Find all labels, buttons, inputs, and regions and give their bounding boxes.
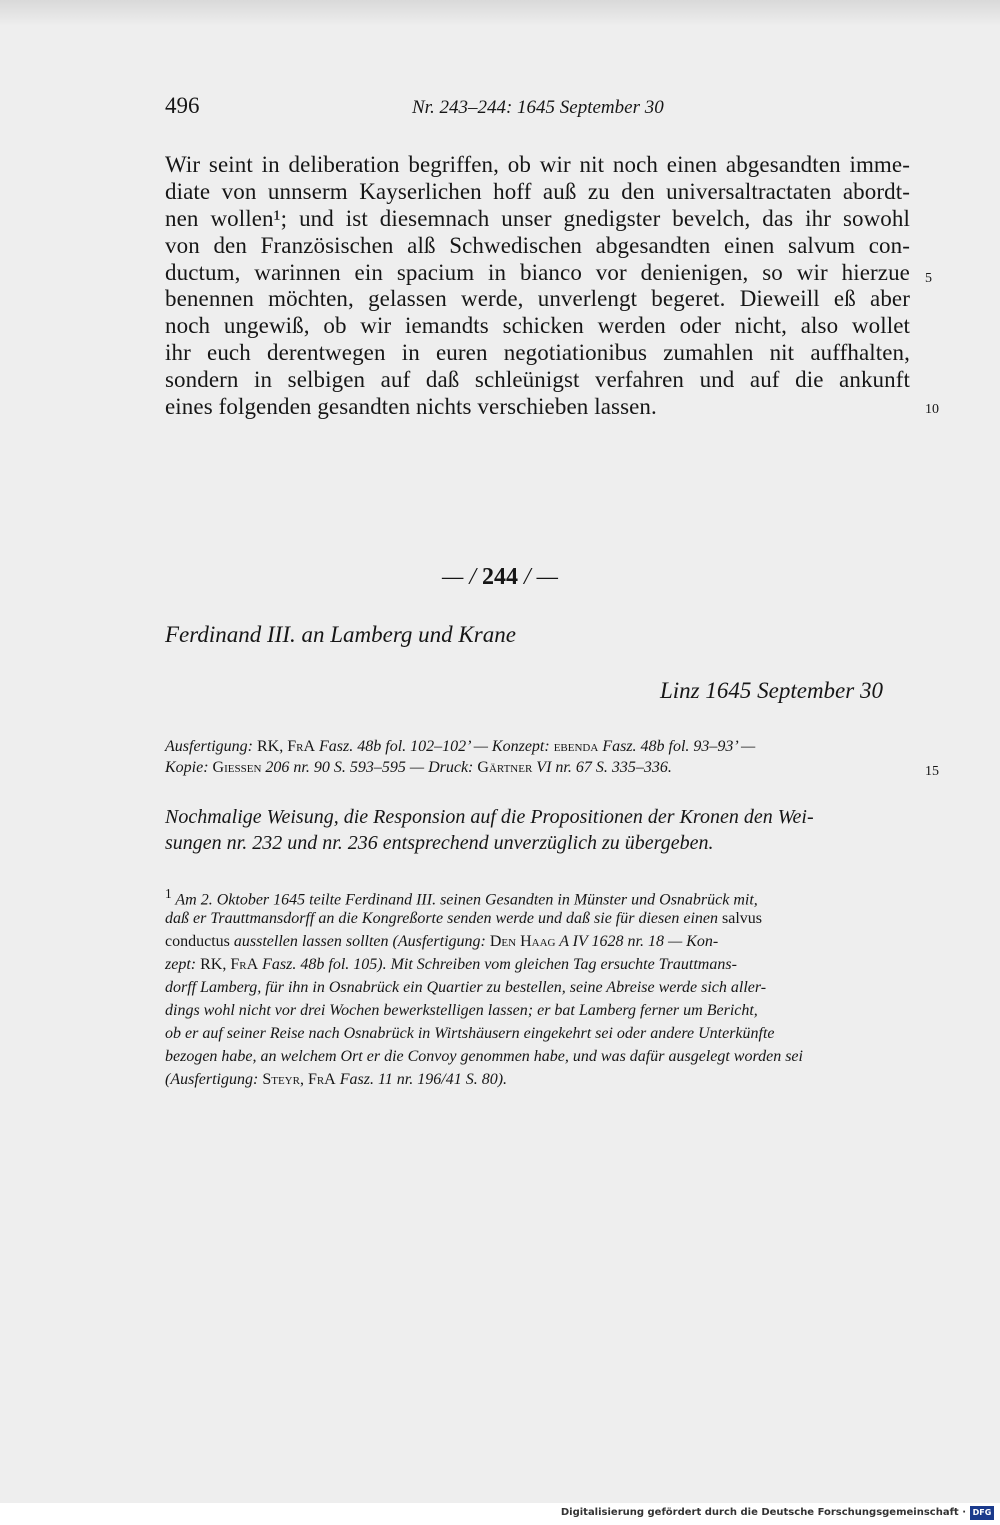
line-number-10: 10 — [925, 402, 939, 417]
footnote-text: (Ausfertigung: — [165, 1071, 259, 1088]
sources-text: VI nr. 67 S. 335–336. — [536, 759, 672, 776]
body-line: eines folgenden gesandten nichts verschieben lassen. — [165, 394, 657, 419]
dfg-credit: Digitalisierung gefördert durch die Deutsche Forschungsgemeinschaft · — [560, 1507, 966, 1518]
body-line: noch ungewiß, ob wir iemandts schicken werden oder nicht, also wollet — [165, 313, 910, 338]
document-number — [0, 564, 1000, 591]
document-place-date: Linz 1645 September 30 — [660, 678, 883, 703]
footnote-text: daß er Trauttmansdorff an die Kongreßorte senden werde und daß sie für diesen einen — [165, 910, 718, 927]
regest-line: Nochmalige Weisung, die Responsion auf die Propositionen der Kronen den Wei- — [165, 806, 814, 828]
footnote-line: dorff Lamberg, für ihn in Osnabrück ein Quartier zu bestellen, seine Abreise werde sich aller- — [165, 979, 767, 996]
footnote-text: Fasz. 48b fol. 105). Mit Schreiben vom gleichen Tag ersuchte Trauttmans- — [262, 956, 737, 973]
archive-name: Gärtner — [477, 759, 533, 776]
body-line: diate von unnserm Kayserlichen hoff auß zu den universaltractaten abordt- — [165, 179, 910, 204]
footnote-text: Fasz. 11 nr. 196/41 S. 80). — [339, 1071, 508, 1088]
footnote-text: Am 2. Oktober 1645 teilte Ferdinand III. seinen Gesandten in Münster und Osnabrück mit, — [175, 891, 758, 909]
sources-text: Fasz. 48b fol. 102–102’ — Konzept: — [319, 738, 550, 755]
archive-name: Den Haag — [489, 933, 556, 950]
footnote-line — [165, 910, 762, 928]
archive-name: RK, FrA — [200, 956, 259, 973]
footnote-line: dings wohl nicht vor drei Wochen bewerkstelligen lassen; er bat Lamberg ferner um Bericht, — [165, 1002, 758, 1019]
page-edge-shadow — [0, 0, 1000, 26]
footnote-line — [165, 956, 737, 974]
footnote-line — [165, 886, 758, 909]
footnote-text: salvus — [722, 910, 762, 927]
page-number: 496 — [165, 93, 200, 118]
footnote-line: ob er auf seiner Reise nach Osnabrück in Wirtshäusern eingekehrt sei oder andere Unterkünfte — [165, 1025, 775, 1042]
body-line: benennen möchten, gelassen werde, unverlengt begeret. Dieweill eß aber — [165, 286, 910, 311]
line-number-15: 15 — [925, 764, 939, 779]
archive-name: RK, FrA — [257, 738, 316, 755]
regest-line: sungen nr. 232 und nr. 236 entsprechend unverzüglich zu übergeben. — [165, 832, 714, 854]
sources-text: Fasz. 48b fol. 93–93’ — — [602, 738, 756, 755]
footnote-text: ausstellen lassen sollten (Ausfertigung: — [233, 933, 486, 950]
footnote-line — [165, 933, 718, 951]
archive-name: ebenda — [553, 738, 599, 755]
sources-label: Kopie: — [165, 759, 209, 776]
sources-line-2 — [165, 759, 672, 777]
sources-line-1 — [165, 738, 755, 756]
archive-name: Steyr, FrA — [262, 1071, 336, 1088]
footnote-line — [165, 1071, 507, 1089]
dfg-logo-icon: DFG — [970, 1506, 994, 1520]
body-line: ihr euch derentwegen in euren negotiationibus zumahlen nit auffhalten, — [165, 340, 910, 365]
document-number-dash-right: / — — [524, 564, 559, 590]
document-number-dash-left: — / — [441, 564, 476, 590]
sources-text: 206 nr. 90 S. 593–595 — Druck: — [265, 759, 474, 776]
document-title: Ferdinand III. an Lamberg und Krane — [165, 622, 516, 647]
sources-label: Ausfertigung: — [165, 738, 253, 755]
digitization-footer — [0, 1503, 1000, 1525]
running-head: Nr. 243–244: 1645 September 30 — [412, 97, 664, 118]
footnote-marker: 1 — [165, 886, 172, 901]
footnote-line: bezogen habe, an welchem Ort er die Convoy genommen habe, und was dafür ausgelegt worden sei — [165, 1048, 803, 1065]
body-line: sondern in selbigen auf daß schleünigst verfahren und auf die ankunft — [165, 367, 910, 392]
archive-name: Giessen — [212, 759, 262, 776]
footnote-text: zept: — [165, 956, 197, 973]
body-line: Wir seint in deliberation begriffen, ob wir nit noch einen abgesandten imme- — [165, 152, 910, 177]
line-number-5: 5 — [925, 271, 932, 286]
body-line: ductum, warinnen ein spacium in bianco vor denienigen, so wir hierzue — [165, 260, 910, 285]
footnote-text: conductus — [165, 933, 230, 950]
document-number-value: 244 — [482, 564, 518, 590]
body-line: nen wollen¹; und ist diesemnach unser gnedigster bevelch, das ihr sowohl — [165, 206, 910, 231]
body-line: von den Französischen alß Schwedischen abgesandten einen salvum con- — [165, 233, 910, 258]
footnote-text: A IV 1628 nr. 18 — Kon- — [559, 933, 719, 950]
